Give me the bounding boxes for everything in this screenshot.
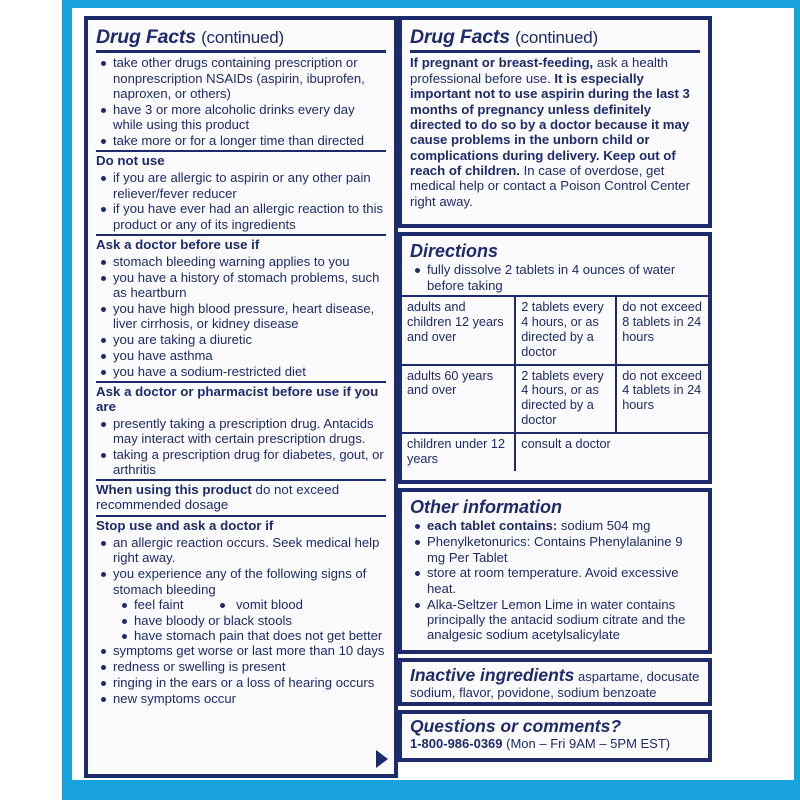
dose-age-group: adults and children 12 years and over <box>402 296 515 364</box>
directions-list <box>410 262 700 293</box>
right-warnings-panel <box>398 16 712 228</box>
list-item: if you have ever had an allergic reaction to this product or any of its ingredients <box>96 201 386 232</box>
divider <box>96 515 386 517</box>
list-item: taking a prescription drug for diabetes, gout, or arthritis <box>96 447 386 478</box>
stop-use-heading: Stop use and ask a doctor if <box>96 518 274 534</box>
questions-panel <box>398 710 712 762</box>
ask-doctor-pharmacist-list <box>96 416 386 478</box>
table-row <box>402 433 708 471</box>
dose-age-group: children under 12 years <box>402 433 515 471</box>
list-item: new symptoms occur <box>96 691 386 706</box>
pregnancy-warning-seg-0: If pregnant or breast-feeding, <box>410 55 594 71</box>
table-row <box>402 296 708 364</box>
left-title-text: Drug Facts <box>96 26 196 48</box>
divider <box>410 50 700 53</box>
pregnancy-warning-paragraph <box>410 55 700 209</box>
directions-heading: Directions <box>410 241 499 261</box>
warning-continuation-list <box>96 55 386 148</box>
list-item: symptoms get worse or last more than 10 days <box>96 643 386 658</box>
sub-bullet-row <box>134 597 386 612</box>
list-item: you have asthma <box>96 348 386 363</box>
list-item: ringing in the ears or a loss of hearing occurs <box>96 675 386 690</box>
when-using-product-heading <box>96 483 386 513</box>
list-item: stomach bleeding warning applies to you <box>96 254 386 269</box>
questions-heading: Questions or comments? <box>410 716 622 736</box>
dose-amount: 2 tablets every 4 hours, or as directed by a doctor <box>515 365 616 433</box>
list-item: take more or for a longer time than directed <box>96 133 386 148</box>
list-item: presently taking a prescription drug. Antacids may interact with certain prescription drugs. <box>96 416 386 447</box>
list-item: if you are allergic to aspirin or any other pain reliever/fever reducer <box>96 170 386 201</box>
other-information-heading: Other information <box>410 497 562 517</box>
questions-contact-line <box>410 736 700 752</box>
do-not-use-heading: Do not use <box>96 153 165 169</box>
list-item <box>410 518 700 533</box>
sub-item-feel-faint: feel faint <box>134 597 184 613</box>
stomach-bleeding-sublist <box>96 597 386 643</box>
list-item: redness or swelling is present <box>96 659 386 674</box>
left-drug-facts-title <box>96 27 386 47</box>
right-drug-facts-title <box>410 27 700 47</box>
phone-number[interactable]: 1-800-986-0369 <box>410 736 503 752</box>
other-information-panel <box>398 488 712 654</box>
sub-item-vomit-blood: vomit blood <box>236 597 303 613</box>
left-title-continued: (continued) <box>201 28 284 47</box>
pregnancy-warning-seg-3: In case of overdose, get medical help or contact a Poison Control Center right away. <box>410 163 691 209</box>
list-item: have 3 or more alcoholic drinks every day while using this product <box>96 102 386 133</box>
right-title-text: Drug Facts <box>410 26 510 48</box>
inactive-ingredients-line <box>410 665 700 701</box>
list-item: fully dissolve 2 tablets in 4 ounces of water before taking <box>410 262 700 293</box>
list-item: store at room temperature. Avoid excessive heat. <box>410 565 700 596</box>
other-information-list <box>410 518 700 642</box>
when-using-bold: When using this product <box>96 482 252 498</box>
each-tablet-contains-label: each tablet contains: <box>427 518 558 534</box>
dose-consult-doctor: consult a doctor <box>515 433 708 471</box>
bullet-dot-icon <box>220 603 225 608</box>
divider <box>96 234 386 236</box>
dose-maximum: do not exceed 4 tablets in 24 hours <box>616 365 708 433</box>
divider <box>96 381 386 383</box>
ask-doctor-heading: Ask a doctor before use if <box>96 236 260 252</box>
inactive-ingredients-text: aspartame, docusate sodium, flavor, povidone, sodium benzoate <box>410 669 700 701</box>
continuation-arrow-icon <box>376 750 388 768</box>
list-item: you have high blood pressure, heart disease, liver cirrhosis, or kidney disease <box>96 301 386 332</box>
dose-maximum: do not exceed 8 tablets in 24 hours <box>616 296 708 364</box>
ask-doctor-pharmacist-heading: Ask a doctor or pharmacist before use if you are <box>96 383 379 414</box>
list-item: Alka-Seltzer Lemon Lime in water contains principally the antacid sodium citrate and the analgesic sodium acetylsalicylate <box>410 597 700 643</box>
list-item: you experience any of the following signs of stomach bleeding <box>96 566 386 597</box>
list-item: have bloody or black stools <box>118 613 386 628</box>
list-item: take other drugs containing prescription or nonprescription NSAIDs (aspirin, ibuprofen, naproxen, or others) <box>96 55 386 101</box>
list-item: Phenylketonurics: Contains Phenylalanine 9 mg Per Tablet <box>410 534 700 565</box>
dosage-table <box>402 295 708 471</box>
dose-amount: 2 tablets every 4 hours, or as directed by a doctor <box>515 296 616 364</box>
stop-use-list-continued <box>96 643 386 706</box>
stop-use-list <box>96 535 386 597</box>
when-using-rest: do not exceed recommended dosage <box>96 482 340 513</box>
inactive-ingredients-panel <box>398 658 712 706</box>
pregnancy-warning-seg-1: ask a health professional before use. <box>410 55 668 86</box>
list-item <box>118 597 386 612</box>
do-not-use-list <box>96 170 386 232</box>
list-item: have stomach pain that does not get better <box>118 628 386 643</box>
list-item: you have a sodium-restricted diet <box>96 364 386 379</box>
pregnancy-warning-seg-2: It is especially important not to use aspirin during the last 3 months of pregnancy unless definitely directed to do so by a doctor because it may cause problems in the unborn child or complications during delivery. Keep out of reach of children. <box>410 70 690 179</box>
divider <box>96 150 386 152</box>
list-item: you are taking a diuretic <box>96 332 386 347</box>
business-hours: (Mon – Fri 9AM – 5PM EST) <box>502 736 671 752</box>
left-column-panel <box>84 16 398 778</box>
directions-panel <box>398 232 712 484</box>
inactive-ingredients-heading: Inactive ingredients <box>410 665 575 685</box>
table-row <box>402 365 708 433</box>
each-tablet-contains-value: sodium 504 mg <box>557 518 651 534</box>
right-title-continued: (continued) <box>515 28 598 47</box>
list-item: you have a history of stomach problems, such as heartburn <box>96 270 386 301</box>
divider <box>96 50 386 53</box>
ask-doctor-list <box>96 254 386 379</box>
sub-item-vomit-blood-wrap <box>220 597 303 612</box>
divider <box>96 479 386 481</box>
list-item: an allergic reaction occurs. Seek medical help right away. <box>96 535 386 566</box>
dose-age-group: adults 60 years and over <box>402 365 515 433</box>
